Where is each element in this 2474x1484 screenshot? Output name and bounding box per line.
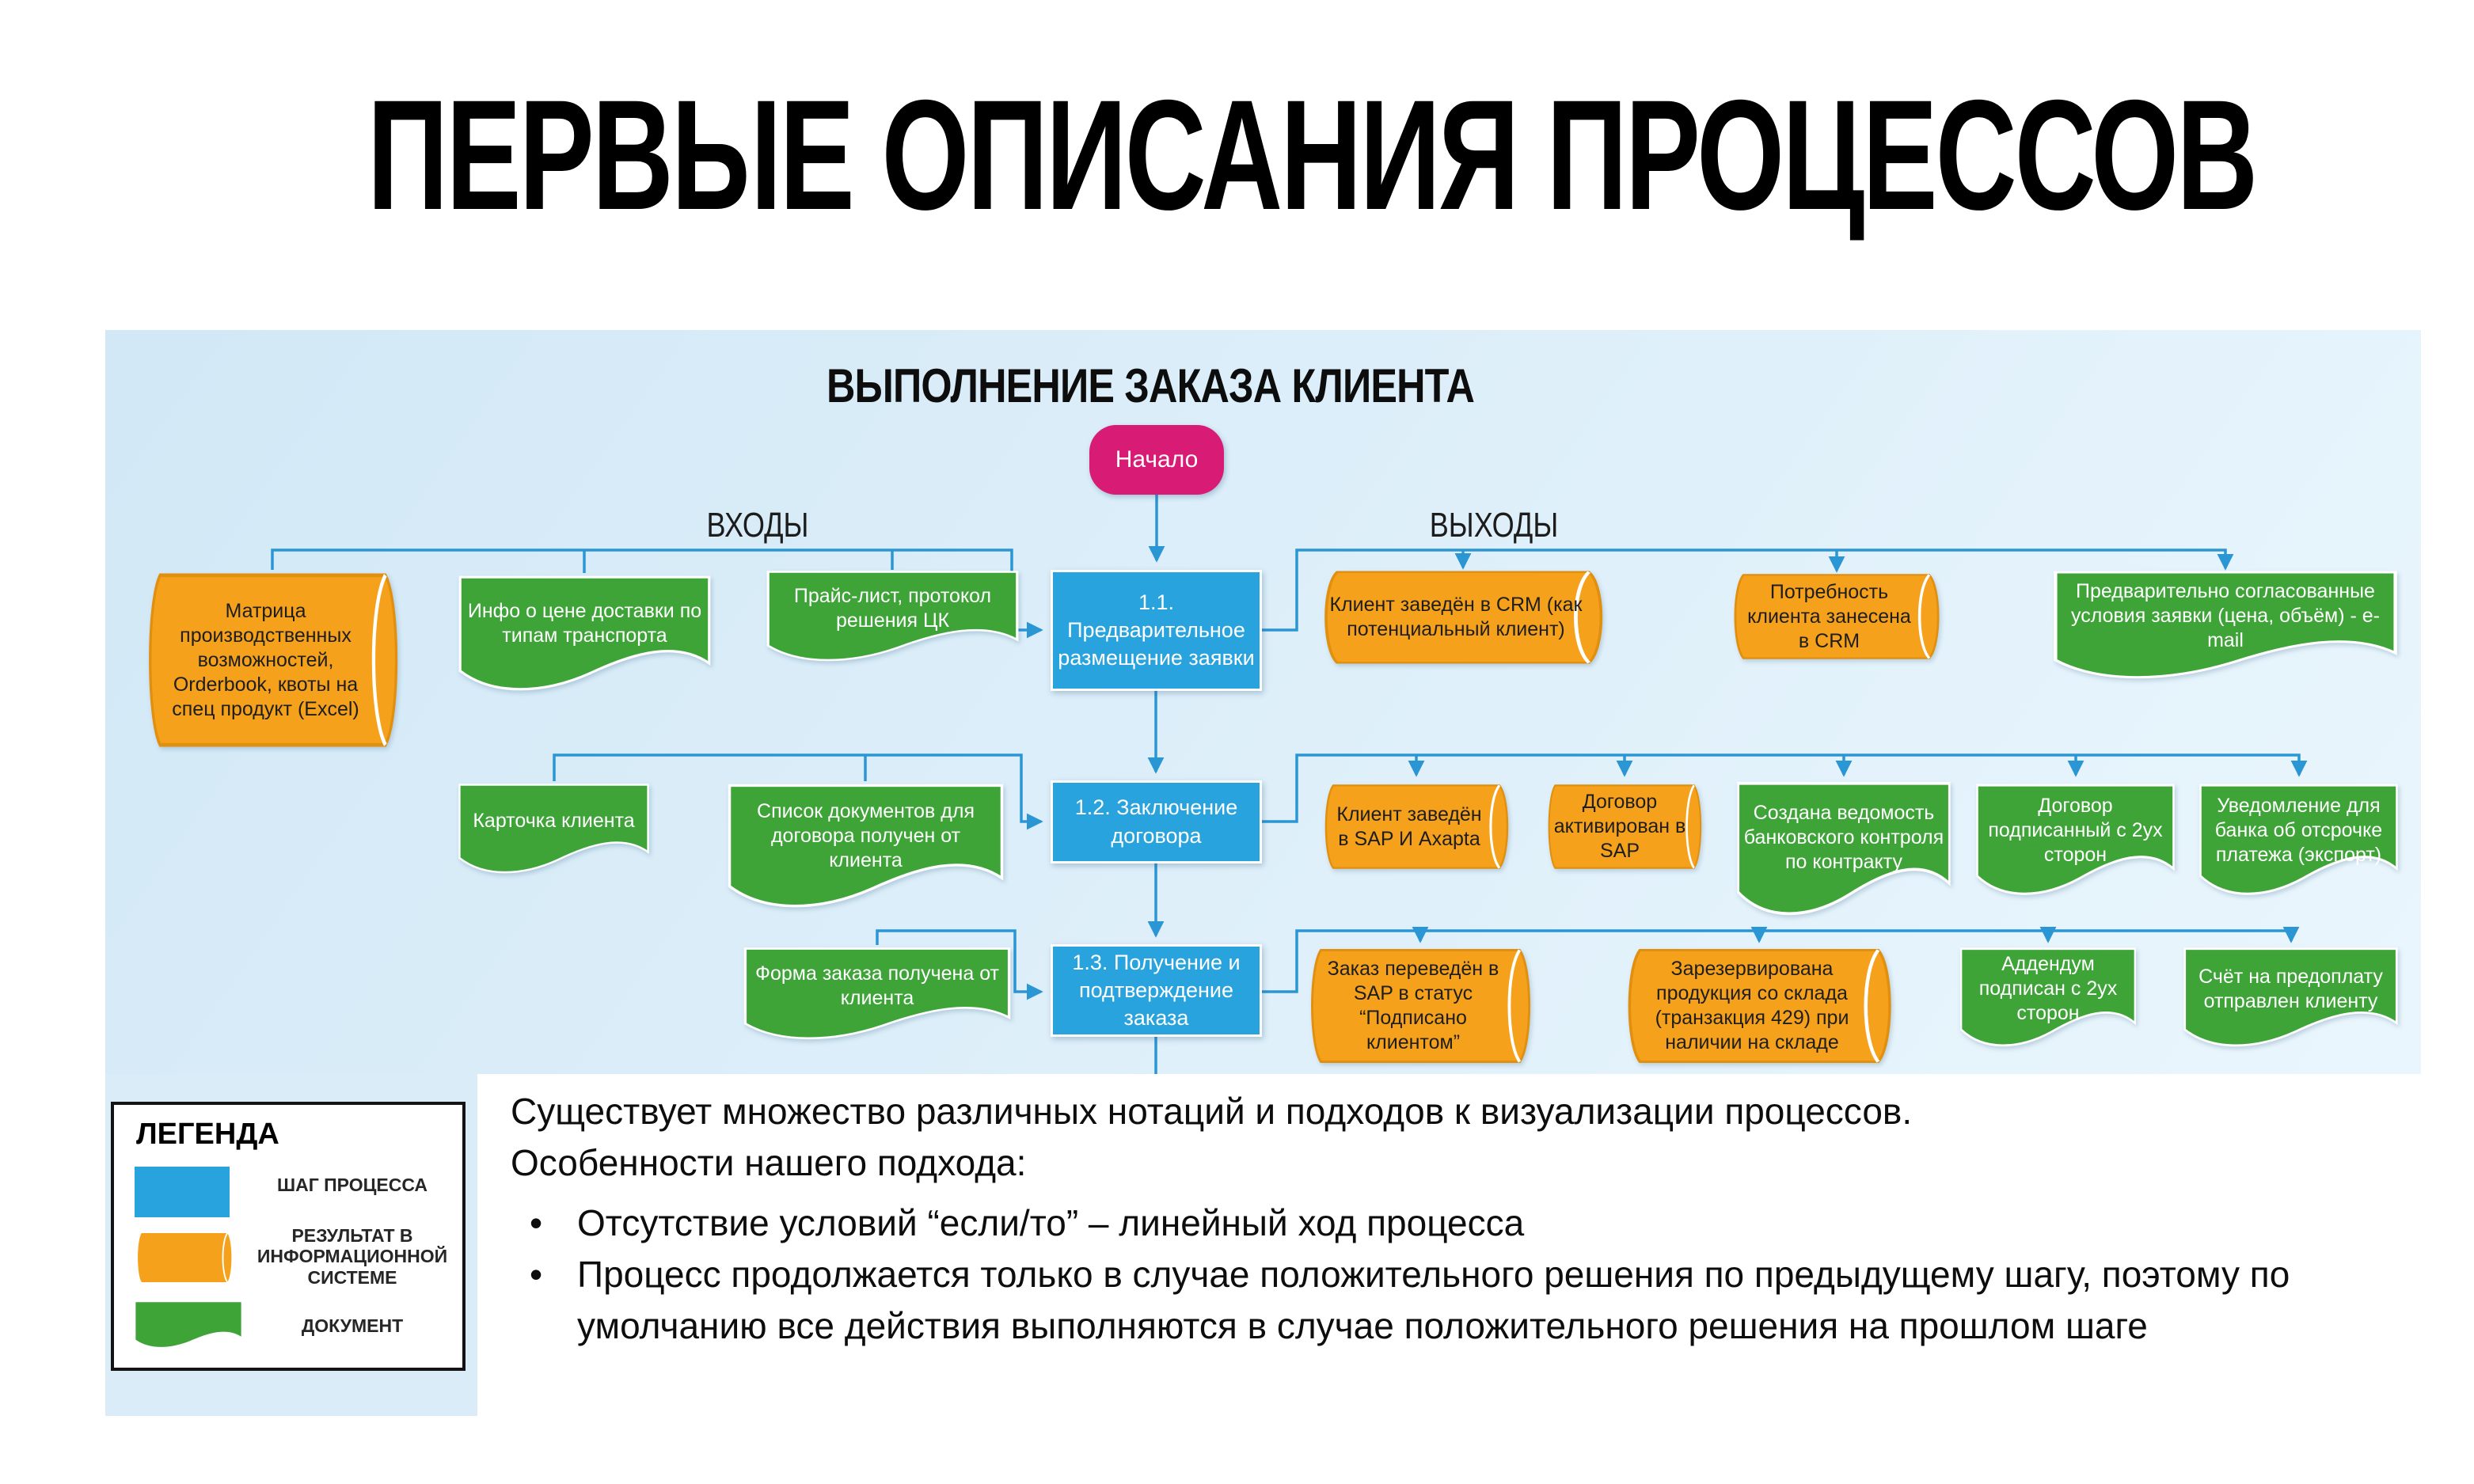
cylinder-body (138, 1233, 231, 1282)
node-label: Зарезервирована продукция со склада (транзакция 429) при наличии на складе (1655, 958, 1849, 1053)
legend-process-swatch (135, 1167, 230, 1217)
page-title (0, 65, 2474, 245)
notes-block (511, 1086, 2446, 1353)
node-label: Аддендум подписан с 2ух сторон (1978, 953, 2118, 1025)
legend-document-swatch (135, 1301, 242, 1352)
node-label: Заказ переведён в SAP в статус “Подписано клиентом” (1327, 958, 1499, 1053)
notes-line-1: Существует множество различных нотаций и подходов к визуализации процессов. (511, 1091, 1913, 1132)
legend-title: ЛЕГЕНДА (136, 1118, 279, 1151)
node-output-invoice (2183, 947, 2399, 1056)
node-label: Предварительно согласованные условия заявки (цена, объём) - e-mail (2070, 580, 2380, 651)
legend-process-label: ШАГ ПРОЦЕССА (276, 1175, 428, 1195)
node-input-doclist (727, 783, 1005, 919)
node-label: Матрица производственных возможностей, Orderbook, квоты на спец продукт (Excel) (172, 599, 359, 720)
node-label: Счёт на предоплату отправлен клиенту (2198, 965, 2383, 1012)
node-output-sap-client (1320, 783, 1513, 871)
node-label: Карточка клиента (473, 810, 635, 833)
node-output-contract-active (1544, 783, 1705, 871)
node-output-addendum (1959, 947, 2137, 1056)
node-label: Прайс-лист, протокол решения ЦК (793, 585, 992, 632)
node-label: 1.3. Получение и подтверждение заказа (1072, 950, 1241, 1030)
notes-bullet-list (511, 1197, 2446, 1353)
node-label: Клиент заведён в CRM (как потенциальный клиент) (1329, 594, 1583, 640)
node-label: Договор активирован в SAP (1553, 791, 1686, 862)
node-step-1-3 (1051, 944, 1262, 1037)
node-label: Инфо о цене доставки по типам транспорта (467, 600, 702, 647)
node-input-matrix (142, 570, 404, 750)
notes-bullet-text: Отсутствие условий “если/то” – линейный ход процесса (577, 1201, 1525, 1243)
node-input-pricelist (766, 570, 1020, 670)
node-output-signed-contract (1975, 783, 2176, 905)
outputs-label: ВЫХОДЫ (1429, 506, 1559, 545)
node-label: Договор подписанный с 2ух сторон (1988, 794, 2163, 866)
node-input-order-form (743, 947, 1012, 1048)
node-output-bank-sheet (1736, 780, 1951, 928)
inputs-label: ВХОДЫ (706, 506, 809, 545)
node-label: Создана ведомость банковского контроля по контракту (1743, 802, 1944, 874)
node-label: 1.2. Заключение договора (1074, 795, 1238, 848)
notes-line-2: Особенности нашего подхода: (511, 1142, 1027, 1184)
node-step-1-1 (1051, 570, 1262, 691)
node-label: Форма заказа получена от клиента (754, 962, 999, 1009)
legend-document-label: ДОКУМЕНТ (301, 1315, 404, 1336)
diagram-title: ВЫПОЛНЕНИЕ ЗАКАЗА КЛИЕНТА (826, 359, 1475, 412)
legend-result-label: РЕЗУЛЬТАТ В ИНФОРМАЦИОННОЙ СИСТЕМЕ (257, 1225, 448, 1288)
node-output-bank-notice (2198, 783, 2399, 905)
notes-bullet (511, 1197, 2446, 1249)
node-label: Потребность клиента занесена в CRM (1747, 580, 1911, 652)
notes-bullet-text: Процесс продолжается только в случае положительного решения по предыдущему шагу, поэтому по умолчанию все действия выполняются в случае положительного решения на прошлом шаге (577, 1253, 2290, 1347)
node-output-precond (2052, 570, 2399, 689)
node-output-order-sap (1305, 947, 1536, 1065)
legend-cylinder-swatch (135, 1232, 234, 1284)
start-node-label: Начало (1115, 446, 1199, 473)
legend (111, 1102, 466, 1371)
page-title-text: ПЕРВЫЕ ОПИСАНИЯ ПРОЦЕССОВ (367, 67, 2256, 242)
notes-bullet (511, 1249, 2446, 1353)
node-label: Список документов для договора получен от клиента (757, 799, 975, 871)
process-diagram (105, 330, 2421, 1074)
start-node (1089, 425, 1224, 495)
node-input-client-card (458, 783, 650, 882)
node-output-crm-need (1728, 572, 1944, 661)
node-label: Клиент заведён в SAP И Axapta (1336, 803, 1482, 850)
node-step-1-2 (1051, 780, 1262, 863)
document-body (135, 1302, 241, 1347)
node-label: 1.1. Предварительное размещение заявки (1058, 590, 1255, 670)
node-output-reserved (1621, 947, 1898, 1065)
node-input-delivery-info (458, 575, 712, 701)
node-label: Уведомление для банка об отсрочке платежа (экспорт) (2214, 794, 2383, 866)
node-output-crm-client (1317, 569, 1609, 666)
